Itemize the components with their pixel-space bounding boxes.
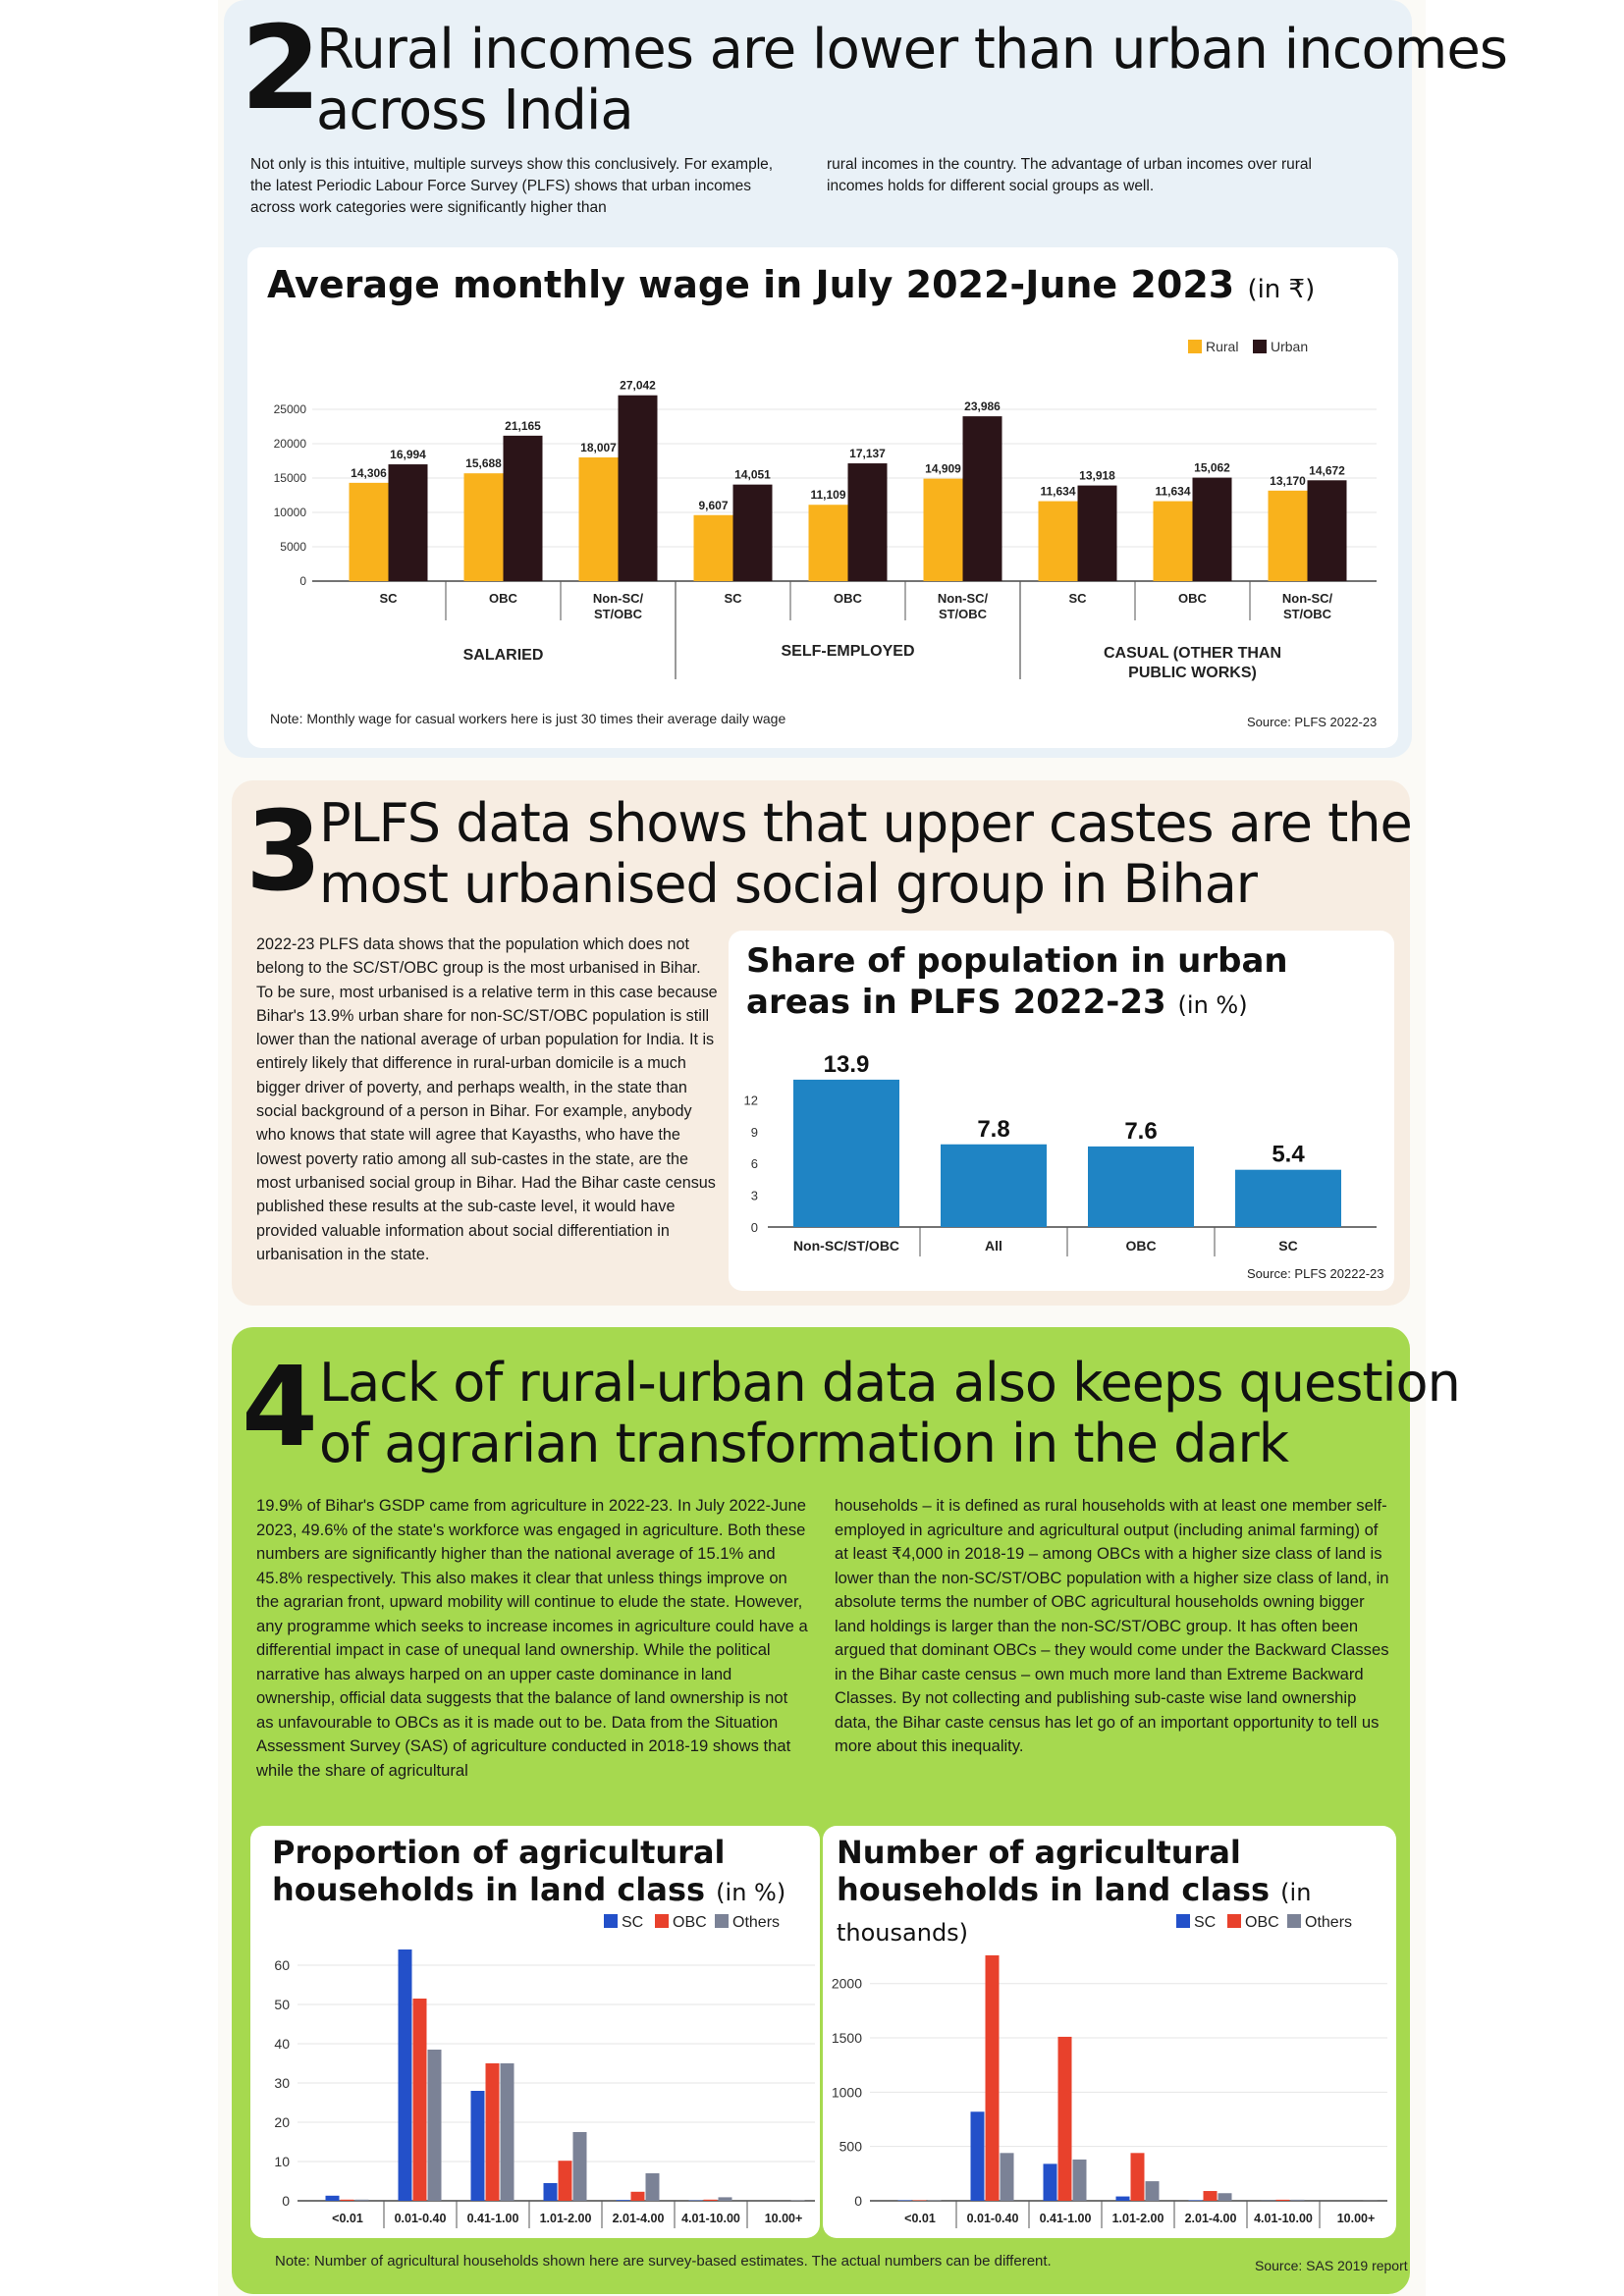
land-count-ytick-label: 0 [854, 2193, 862, 2209]
share-ytick-label: 3 [750, 1188, 758, 1203]
land-count-bar-sc [971, 2111, 985, 2201]
land-count-ytick-label: 1000 [831, 2084, 862, 2101]
wage-group-label: SALARIED [462, 647, 544, 664]
wage-value-label: 11,634 [1040, 484, 1076, 499]
section-3-headline-line1: PLFS data shows that upper castes are the [319, 792, 1412, 854]
wage-chart-title-unit: (in ₹) [1247, 275, 1316, 304]
land-count-legend-swatch-obc [1227, 1914, 1241, 1928]
wage-bar-urban [1308, 480, 1347, 581]
wage-value-label: 9,607 [698, 498, 729, 512]
land-share-legend-swatch-others [715, 1914, 729, 1928]
section-4-body-left: 19.9% of Bihar's GSDP came from agriculture in 2022-23. In July 2022-June 2023, 49.6% of the state's workforce was engaged in agriculture. Both these numbers are significantly higher than the national average of 15.1% and 45.8% respectively. This also makes it clear that unless things improve on the agrarian front, upward mobility will continue to elude the state. However, any programme which seeks to increase incomes in agriculture could have a differential impact in case of unequal land ownership. While the political narrative has always harped on an upper caste dominance in land ownership, official data suggests that the balance of land ownership is not as unfavourable to OBCs as it is made out to be. Data from the Situation Assessment Survey (SAS) of agriculture conducted in 2018-19 shows that while the share of agricultural [256, 1496, 808, 1780]
wage-value-label: 11,109 [810, 488, 846, 503]
land-count-bar-sc [1116, 2197, 1130, 2201]
urban-share-title-unit: (in %) [1177, 991, 1248, 1019]
land-share-bar-obc [559, 2161, 572, 2201]
land-count-category-label: 2.01-4.00 [1184, 2212, 1237, 2225]
wage-chart-title [267, 263, 1315, 311]
land-count-bar-obc [1058, 2037, 1072, 2201]
wage-value-label: 15,062 [1194, 460, 1230, 475]
land-share-title [272, 1834, 802, 1911]
wage-category-label: ST/OBC [938, 607, 988, 621]
land-share-category-label: 4.01-10.00 [681, 2212, 740, 2225]
land-count-title-text: Number of agricultural households in land class [837, 1834, 1271, 1908]
land-share-title-text: Proportion of agricultural households in land class [272, 1834, 726, 1908]
wage-value-label: 21,165 [505, 418, 541, 433]
land-count-category-label: 4.01-10.00 [1254, 2212, 1313, 2225]
wage-bar-rural [1269, 491, 1308, 581]
share-category-label: Non-SC/ST/OBC [792, 1238, 900, 1254]
urban-share-chart [729, 1021, 1394, 1286]
left-margin [0, 0, 218, 2296]
share-category-label: OBC [1125, 1238, 1157, 1254]
share-ytick-label: 12 [743, 1093, 758, 1108]
wage-category-label: ST/OBC [593, 607, 643, 621]
wage-bar-rural [464, 473, 504, 581]
wage-bar-rural [1154, 502, 1193, 581]
share-ytick-label: 0 [750, 1220, 758, 1235]
section-2-intro-right: rural incomes in the country. The advantage of urban incomes over rural incomes holds for different social groups as well. [827, 156, 1312, 194]
wage-value-label: 13,170 [1270, 473, 1306, 488]
land-count-ytick-label: 500 [839, 2138, 862, 2155]
wage-legend-swatch-rural [1188, 340, 1202, 353]
land-share-bar-obc [341, 2200, 354, 2201]
share-bar [941, 1145, 1047, 1227]
wage-bar-urban [504, 436, 543, 581]
land-share-bar-sc [399, 1949, 412, 2201]
wage-value-label: 18,007 [580, 440, 617, 454]
land-share-category-label: 0.41-1.00 [466, 2212, 519, 2225]
land-count-bar-sc [898, 2200, 912, 2201]
land-share-bar-others [719, 2197, 732, 2201]
land-count-ytick-label: 1500 [831, 2030, 862, 2047]
share-category-label: All [985, 1238, 1002, 1254]
wage-bar-urban [389, 464, 428, 581]
land-count-chart [823, 1906, 1396, 2240]
land-share-legend-label-sc: SC [622, 1914, 644, 1931]
share-value-label: 7.6 [1124, 1117, 1158, 1145]
wage-group-label: PUBLIC WORKS) [1128, 665, 1257, 681]
wage-category-label: Non-SC/ [592, 591, 644, 606]
wage-legend-swatch-urban [1253, 340, 1267, 353]
land-share-bar-others [428, 2050, 442, 2201]
wage-category-label: OBC [489, 591, 517, 606]
urban-share-source: Source: PLFS 20222-23 [1247, 1266, 1384, 1281]
land-share-ytick-label: 60 [274, 1957, 290, 1973]
wage-ytick-label: 25000 [273, 402, 306, 416]
land-count-bar-others [1218, 2193, 1232, 2201]
section-4-headline-line1: Lack of rural-urban data also keeps question [319, 1352, 1460, 1414]
land-count-category-label: 10.00+ [1336, 2212, 1376, 2225]
section-4-number: 4 [242, 1344, 318, 1471]
land-count-legend-label-others: Others [1305, 1914, 1353, 1931]
wage-group-label: CASUAL (OTHER THAN [1103, 645, 1282, 662]
wage-value-label: 15,688 [465, 456, 502, 471]
wage-bar-urban [733, 485, 773, 581]
wage-bar-urban [963, 416, 1002, 581]
land-count-category-label: 0.01-0.40 [966, 2212, 1019, 2225]
share-value-label: 7.8 [977, 1115, 1010, 1143]
share-bar [1235, 1170, 1341, 1227]
section-4-source: Source: SAS 2019 report [1255, 2258, 1408, 2273]
land-share-bar-others [646, 2173, 660, 2201]
wage-bar-rural [1039, 502, 1078, 581]
land-count-category-label: <0.01 [904, 2212, 936, 2225]
share-value-label: 5.4 [1272, 1141, 1305, 1168]
land-share-ytick-label: 30 [274, 2075, 290, 2091]
land-share-bar-obc [413, 1999, 427, 2201]
wage-legend-label-rural: Rural [1206, 339, 1239, 354]
land-count-bar-others [1073, 2160, 1087, 2201]
wage-ytick-label: 0 [299, 574, 306, 588]
land-share-ytick-label: 20 [274, 2114, 290, 2130]
wage-category-label: Non-SC/ [1281, 591, 1333, 606]
land-count-bar-others [1291, 2200, 1305, 2201]
land-count-category-label: 0.41-1.00 [1039, 2212, 1092, 2225]
land-count-bar-obc [913, 2200, 927, 2201]
wage-category-label: OBC [1178, 591, 1207, 606]
right-margin [1426, 0, 1624, 2296]
wage-chart-source: Source: PLFS 2022-23 [1247, 715, 1378, 729]
land-share-legend-label-obc: OBC [673, 1914, 707, 1931]
wage-value-label: 14,306 [351, 465, 387, 480]
wage-value-label: 14,672 [1309, 463, 1345, 478]
land-count-legend-label-obc: OBC [1245, 1914, 1279, 1931]
share-bar [1088, 1147, 1194, 1227]
wage-category-label: SC [379, 591, 398, 606]
section-3-number: 3 [245, 788, 322, 916]
land-share-category-label: 10.00+ [764, 2212, 803, 2225]
wage-bar-rural [924, 479, 963, 581]
section-2-number: 2 [241, 0, 322, 135]
land-share-category-label: 0.01-0.40 [394, 2212, 447, 2225]
wage-bar-rural [809, 505, 848, 581]
section-4-body-right: households – it is defined as rural households with at least one member self-employed in agriculture and agricultural output (including animal farming) of at least ₹4,000 in 2018-19 – among OBCs with a higher size class of land is lower than the non-SC/ST/OBC population with a higher size class of land, in absolute terms the number of OBC agricultural households owning bigger land holdings is larger than the non-SC/ST/OBC group. It has often been argued that dominant OBCs – they would come under the Backward Classes in the Bihar caste census – own much more land than Extreme Backward Classes. By not collecting and publishing sub-caste wise land ownership data, the Bihar caste census has let go of an important opportunity to tell us more about this inequality. [835, 1496, 1389, 1755]
wage-chart-note: Note: Monthly wage for casual workers here is just 30 times their average daily wage [270, 711, 786, 726]
land-share-title-unit: (in %) [716, 1879, 786, 1906]
land-count-bar-obc [1204, 2191, 1218, 2201]
section-3-body: 2022-23 PLFS data shows that the population which does not belong to the SC/ST/OBC group is the most urbanised in Bihar. To be sure, most urbanised is a relative term in this case because Bihar's 13.9% urban share for non-SC/ST/OBC population is still lower than the national average of urban population for India. It is entirely likely that difference in rural-urban domicile is a much bigger driver of poverty, and perhaps wealth, in the state than social background of a person in Bihar. For example, anybody who knows that state will agree that Kayasths, who have the lowest poverty ratio among all sub-castes in the state, are the most urbanised social group in Bihar. Had the Bihar caste census published these results at the sub-caste level, it would have provided valuable information about social differentiation in urbanisation in the state. [256, 935, 718, 1263]
land-count-legend-label-sc: SC [1194, 1914, 1217, 1931]
wage-bar-urban [1193, 478, 1232, 581]
wage-category-label: SC [724, 591, 742, 606]
urban-share-title-text: Share of population in urban areas in PLFS 2022-23 [746, 941, 1288, 1022]
wage-bar-rural [579, 457, 619, 581]
land-share-chart [250, 1906, 820, 2240]
wage-bar-urban [848, 463, 888, 581]
section-4-note: Note: Number of agricultural households shown here are survey-based estimates. The actual numbers can be different. [275, 2253, 1052, 2269]
wage-value-label: 14,051 [734, 467, 771, 482]
wage-legend-label-urban: Urban [1271, 339, 1309, 354]
wage-category-label: OBC [834, 591, 862, 606]
section-2-intro-left: Not only is this intuitive, multiple surveys show this conclusively. For example, the latest Periodic Labour Force Survey (PLFS) shows that urban incomes across work categories were significantly higher than [250, 156, 774, 216]
section-2-headline-line2: across India [316, 79, 633, 142]
land-count-category-label: 1.01-2.00 [1111, 2212, 1164, 2225]
wage-category-label: ST/OBC [1282, 607, 1332, 621]
land-share-legend-label-others: Others [732, 1914, 781, 1931]
wage-value-label: 16,994 [390, 448, 426, 462]
land-count-title-unit: (in thousands) [837, 1879, 1312, 1947]
land-share-bar-others [355, 2200, 369, 2201]
land-count-legend-swatch-others [1287, 1914, 1301, 1928]
wage-value-label: 13,918 [1079, 468, 1115, 483]
wage-chart [247, 314, 1398, 756]
wage-value-label: 11,634 [1155, 484, 1191, 499]
land-share-ytick-label: 0 [282, 2193, 290, 2209]
land-share-legend-swatch-sc [604, 1914, 618, 1928]
wage-ytick-label: 20000 [273, 437, 306, 451]
land-count-bar-sc [1044, 2163, 1057, 2201]
wage-bar-urban [1078, 486, 1117, 581]
land-share-category-label: 2.01-4.00 [612, 2212, 665, 2225]
wage-ytick-label: 5000 [280, 540, 306, 554]
section-2-headline-line1: Rural incomes are lower than urban incomes [316, 18, 1507, 81]
land-share-bar-sc [544, 2183, 558, 2201]
land-share-bar-sc [471, 2091, 485, 2201]
land-share-bar-sc [617, 2200, 630, 2201]
urban-share-title [746, 940, 1375, 1026]
land-count-bar-obc [1131, 2153, 1145, 2201]
wage-chart-title-text: Average monthly wage in July 2022-June 2023 [267, 263, 1235, 306]
wage-group-label: SELF-EMPLOYED [781, 643, 915, 660]
wage-category-label: SC [1068, 591, 1087, 606]
wage-value-label: 27,042 [620, 378, 656, 393]
wage-value-label: 23,986 [964, 400, 1001, 414]
land-count-bar-others [1146, 2181, 1160, 2201]
wage-ytick-label: 10000 [273, 506, 306, 519]
share-ytick-label: 6 [750, 1156, 758, 1172]
land-share-ytick-label: 40 [274, 2036, 290, 2052]
land-share-bar-obc [486, 2063, 500, 2201]
land-share-bar-others [501, 2063, 514, 2201]
land-count-bar-obc [1276, 2200, 1290, 2201]
land-share-ytick-label: 10 [274, 2154, 290, 2169]
land-share-category-label: <0.01 [332, 2212, 363, 2225]
wage-bar-rural [694, 515, 733, 581]
section-4-headline-line2: of agrarian transformation in the dark [319, 1413, 1288, 1474]
share-value-label: 13.9 [823, 1050, 870, 1078]
wage-value-label: 14,909 [925, 461, 961, 476]
wage-bar-urban [619, 396, 658, 581]
wage-bar-rural [350, 483, 389, 581]
land-share-bar-sc [326, 2196, 340, 2201]
land-share-bar-obc [631, 2192, 645, 2201]
share-ytick-label: 9 [750, 1124, 758, 1140]
land-count-bar-obc [986, 1955, 1000, 2201]
land-share-bar-others [573, 2132, 587, 2201]
land-count-bar-others [1001, 2153, 1014, 2201]
section-3-headline-line2: most urbanised social group in Bihar [319, 853, 1258, 915]
land-count-bar-sc [1189, 2200, 1203, 2201]
wage-category-label: Non-SC/ [937, 591, 989, 606]
land-share-category-label: 1.01-2.00 [539, 2212, 592, 2225]
land-share-bar-obc [704, 2200, 718, 2201]
wage-value-label: 17,137 [849, 447, 886, 461]
land-count-ytick-label: 2000 [831, 1975, 862, 1992]
share-category-label: SC [1278, 1238, 1298, 1254]
share-bar [793, 1080, 899, 1227]
wage-ytick-label: 15000 [273, 471, 306, 485]
land-share-legend-swatch-obc [655, 1914, 669, 1928]
land-count-legend-swatch-sc [1176, 1914, 1190, 1928]
land-share-ytick-label: 50 [274, 1997, 290, 2012]
